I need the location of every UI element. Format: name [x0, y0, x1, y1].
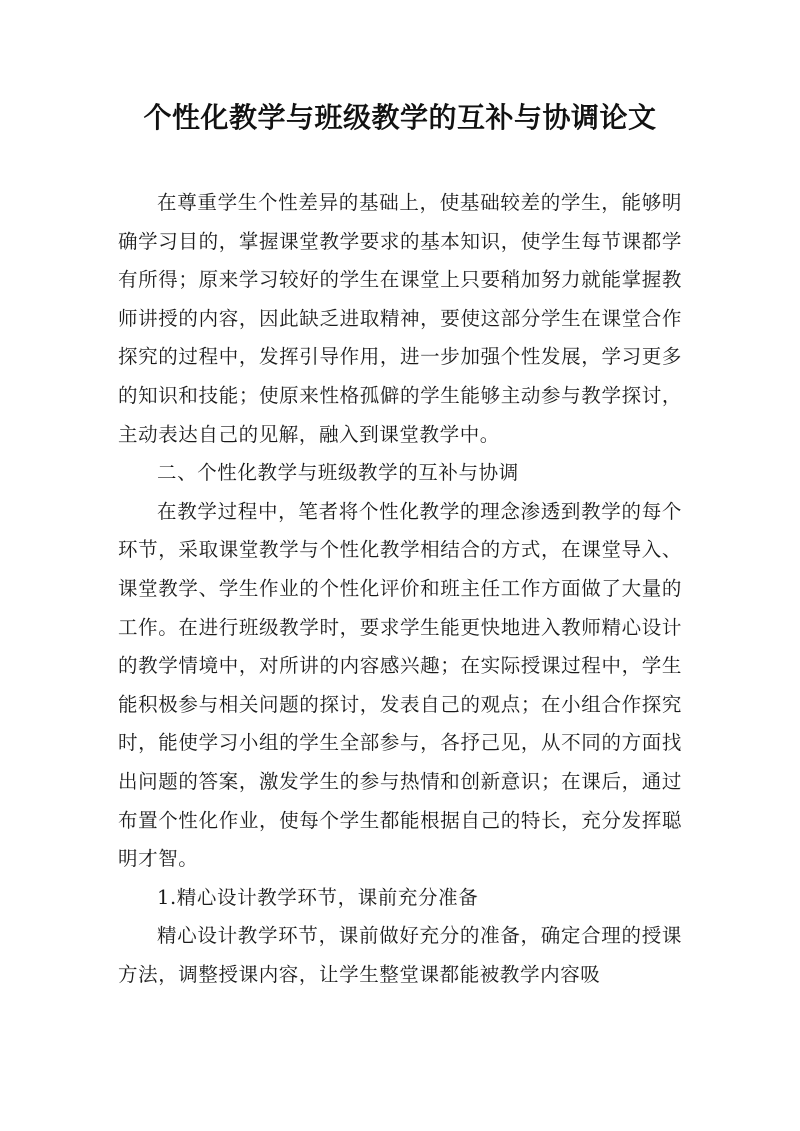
paragraph-teaching-process: 在教学过程中，笔者将个性化教学的理念渗透到教学的每个环节，采取课堂教学与个性化教学相结合的方式，在课堂导入、课堂教学、学生作业的个性化评价和班主任工作方面做了大量的工作。在进行班级教学时，要求学生能更快地进入教师精心设计的教学情境中，对所讲的内容感兴趣；在实际授课过程中，学生能积极参与相关问题的探讨，发表自己的观点；在小组合作探究时，能使学习小组的学生全部参与，各抒己见，从不同的方面找出问题的答案，激发学生的参与热情和创新意识；在课后，通过布置个性化作业，使每个学生都能根据自己的特长，充分发挥聪明才智。	[118, 499, 682, 871]
subsection-heading-1: 1.精心设计教学环节，课前充分准备	[157, 885, 479, 909]
document-title: 个性化教学与班级教学的互补与协调论文	[143, 101, 657, 134]
paragraph-preparation: 精心设计教学环节，课前做好充分的准备，确定合理的授课方法，调整授课内容，让学生整堂课都能被教学内容吸	[118, 924, 682, 986]
section-heading-2: 二、个性化教学与班级教学的互补与协调	[157, 461, 519, 485]
document-body	[118, 184, 682, 994]
paragraph-intro: 在尊重学生个性差异的基础上，使基础较差的学生，能够明确学习目的，掌握课堂教学要求的基本知识，使学生每节课都学有所得；原来学习较好的学生在课堂上只要稍加努力就能掌握教师讲授的内容，因此缺乏进取精神，要使这部分学生在课堂合作探究的过程中，发挥引导作用，进一步加强个性发展，学习更多的知识和技能；使原来性格孤僻的学生能够主动参与教学探讨，主动表达自己的见解，融入到课堂教学中。	[118, 191, 682, 446]
